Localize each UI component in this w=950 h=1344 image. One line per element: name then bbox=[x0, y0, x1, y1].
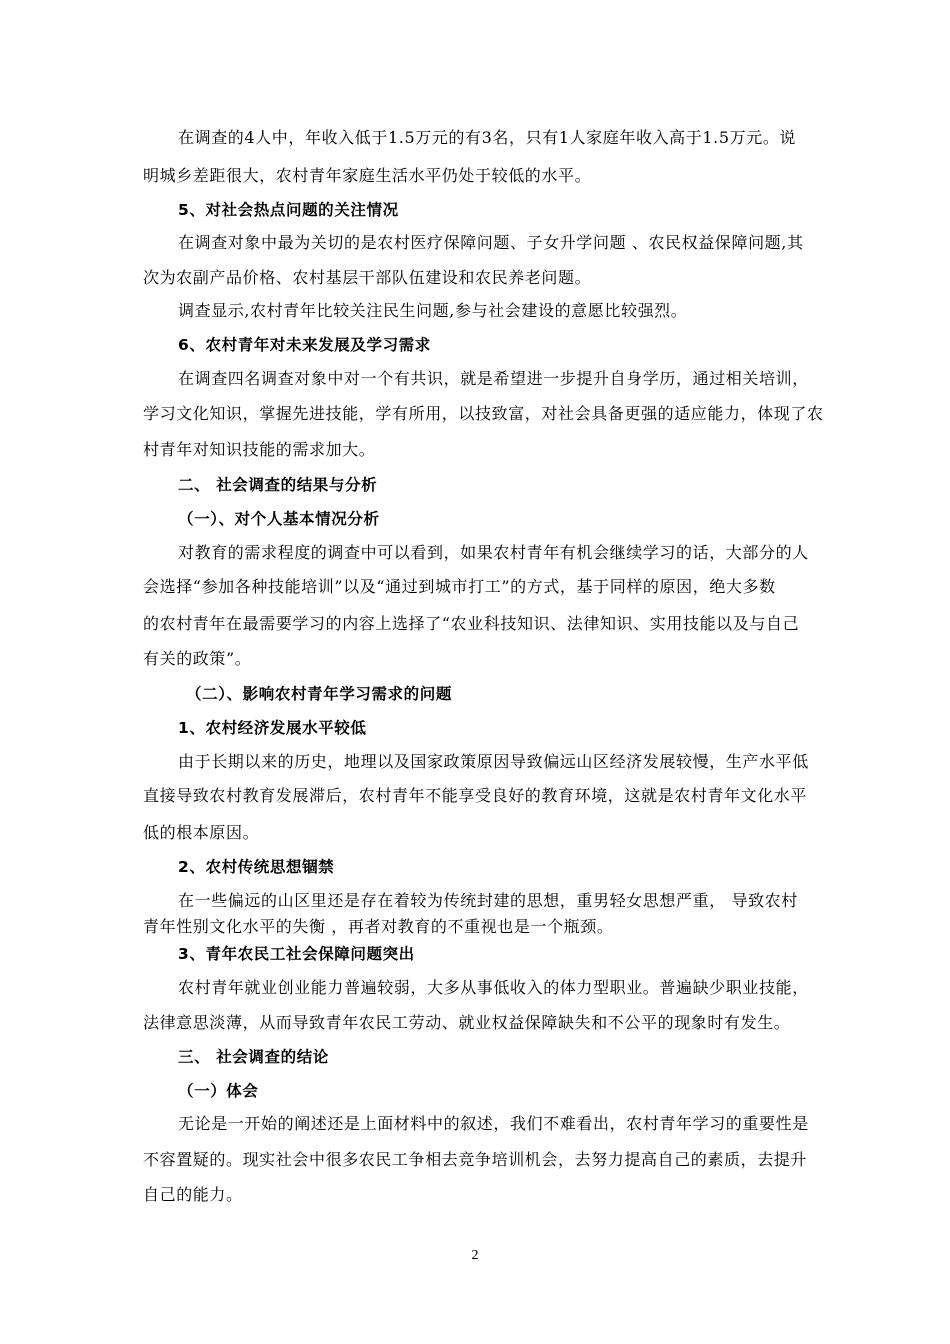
paragraph-line: 次为农副产品价格、农村基层干部队伍建设和农民养老问题。 bbox=[143, 268, 592, 287]
paragraph-line: 直接导致农村教育发展滞后，农村青年不能享受良好的教育环境，这就是农村青年文化水平 bbox=[143, 786, 808, 805]
section-heading: （二）、影响农村青年学习需求的问题 bbox=[186, 685, 452, 703]
paragraph-line: 在调查的4人中，年收入低于1.5万元的有3名，只有1人家庭年收入高于1.5万元。说 bbox=[178, 128, 797, 147]
paragraph-line: 低的根本原因。 bbox=[143, 823, 260, 842]
paragraph-line: 青年性别文化水平的失衡 ，再者对教育的不重视也是一个瓶颈。 bbox=[143, 917, 614, 936]
paragraph-line: 学习文化知识，掌握先进技能，学有所用，以技致富，对社会具备更强的适应能力，体现了农 bbox=[143, 404, 824, 423]
paragraph-line: 不容置疑的。现实社会中很多农民工争相去竞争培训机会，去努力提高自己的素质，去提升 bbox=[143, 1150, 808, 1169]
paragraph-line: 在调查对象中最为关切的是农村医疗保障问题、子女升学问题 、农民权益保障问题,其 bbox=[178, 233, 804, 252]
section-heading: 3、青年农民工社会保障问题突出 bbox=[178, 945, 415, 963]
paragraph-line: 对教育的需求程度的调查中可以看到，如果农村青年有机会继续学习的话，大部分的人 bbox=[178, 543, 809, 562]
paragraph-line: 明城乡差距很大，农村青年家庭生活水平仍处于较低的水平。 bbox=[143, 166, 592, 185]
paragraph-line: 在调查四名调查对象中对一个有共识，就是希望进一步提升自身学历，通过相关培训， bbox=[178, 369, 809, 388]
section-heading: 二、 社会调查的结果与分析 bbox=[178, 476, 378, 494]
paragraph-line: 会选择“参加各种技能培训”以及“通过到城市打工”的方式，基于同样的原因，绝大多数 bbox=[143, 577, 776, 596]
paragraph-line: 自己的能力。 bbox=[143, 1185, 243, 1204]
section-heading: 2、农村传统思想锢禁 bbox=[178, 858, 335, 876]
paragraph-line: 有关的政策”。 bbox=[143, 649, 252, 668]
paragraph-line: 的农村青年在最需要学习的内容上选择了“农业科技知识、法律知识、实用技能以及与自己 bbox=[143, 614, 800, 633]
section-heading: （一）体会 bbox=[178, 1082, 259, 1100]
section-heading: 5、对社会热点问题的关注情况 bbox=[178, 201, 399, 219]
section-heading: 6、农村青年对未来发展及学习需求 bbox=[178, 336, 431, 354]
paragraph-line: 村青年对知识技能的需求加大。 bbox=[143, 440, 376, 459]
section-heading: 1、农村经济发展水平较低 bbox=[178, 719, 367, 737]
paragraph-line: 在一些偏远的山区里还是存在着较为传统封建的思想，重男轻女思想严重， 导致农村 bbox=[178, 891, 798, 910]
paragraph-line: 农村青年就业创业能力普遍较弱，大多从事低收入的体力型职业。普遍缺少职业技能， bbox=[178, 978, 809, 997]
page-number: 2 bbox=[471, 1248, 479, 1263]
paragraph-line: 调查显示,农村青年比较关注民生问题,参与社会建设的意愿比较强烈。 bbox=[178, 301, 688, 320]
paragraph-line: 由于长期以来的历史，地理以及国家政策原因导致偏远山区经济发展较慢，生产水平低 bbox=[178, 752, 809, 771]
paragraph-line: 无论是一开始的阐述还是上面材料中的叙述，我们不难看出，农村青年学习的重要性是 bbox=[178, 1114, 809, 1133]
section-heading: （一）、对个人基本情况分析 bbox=[178, 510, 380, 528]
paragraph-line: 法律意思淡薄，从而导致青年农民工劳动、就业权益保障缺失和不公平的现象时有发生。 bbox=[143, 1013, 791, 1032]
section-heading: 三、 社会调查的结论 bbox=[178, 1048, 329, 1066]
